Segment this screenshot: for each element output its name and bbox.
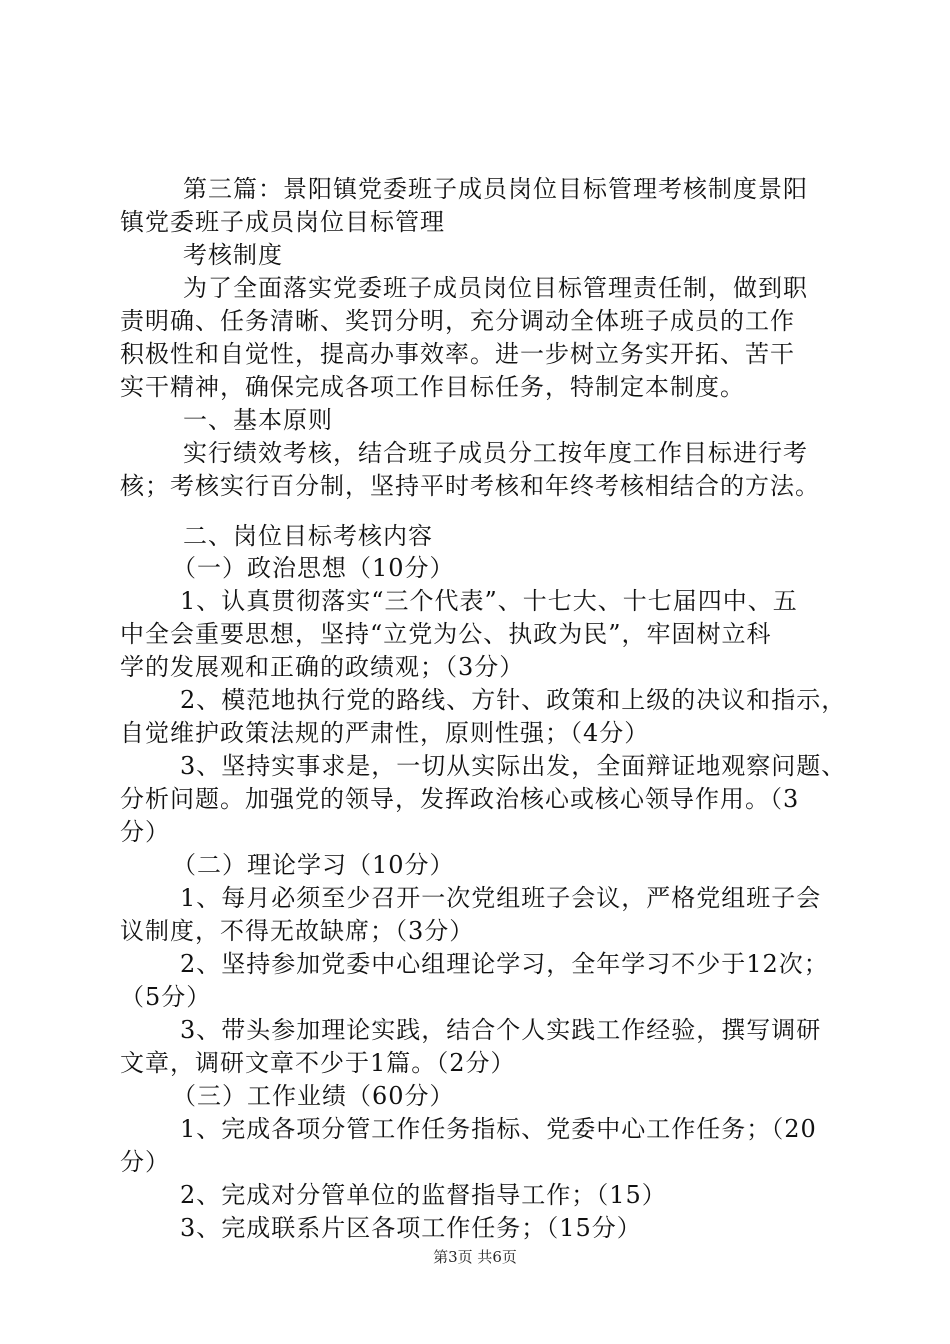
page-number-footer: 第3页 共6页 xyxy=(433,1248,517,1266)
list-item-line: 文章，调研文章不少于1篇。（2分） xyxy=(120,1049,516,1077)
list-item-line: 2、完成对分管单位的监督指导工作；（15） xyxy=(180,1181,667,1209)
list-item-line: 1、认真贯彻落实“三个代表”、十七大、十七届四中、五 xyxy=(180,587,798,615)
list-item-line: （5分） xyxy=(120,983,212,1011)
list-item-line: 分） xyxy=(120,1148,170,1176)
document-title-line-1: 第三篇：景阳镇党委班子成员岗位目标管理考核制度景阳 xyxy=(183,175,808,203)
intro-paragraph-line: 积极性和自觉性，提高办事效率。进一步树立务实开拓、苦干 xyxy=(120,340,795,368)
list-item-line: 分） xyxy=(120,818,170,846)
list-item-line: 自觉维护政策法规的严肃性，原则性强；（4分） xyxy=(120,719,650,747)
list-item-line: 3、带头参加理论实践，结合个人实践工作经验，撰写调研 xyxy=(180,1016,822,1044)
list-item-line: 2、模范地执行党的路线、方针、政策和上级的决议和指示， xyxy=(180,686,847,714)
principles-paragraph-line: 核；考核实行百分制，坚持平时考核和年终考核相结合的方法。 xyxy=(120,472,820,500)
section-heading-assessment-content: 二、岗位目标考核内容 xyxy=(183,522,433,550)
list-item-line: 中全会重要思想，坚持“立党为公、执政为民”，牢固树立科 xyxy=(120,620,772,648)
subsection-heading-political: （一）政治思想（10分） xyxy=(172,554,455,582)
list-item-line: 3、坚持实事求是，一切从实际出发，全面辩证地观察问题、 xyxy=(180,752,847,780)
principles-paragraph-line: 实行绩效考核，结合班子成员分工按年度工作目标进行考 xyxy=(183,439,808,467)
list-item-line: 2、坚持参加党委中心组理论学习，全年学习不少于12次； xyxy=(180,950,829,978)
document-subtitle: 考核制度 xyxy=(183,241,283,269)
section-heading-basic-principles: 一、基本原则 xyxy=(183,406,333,434)
list-item-line: 分析问题。加强党的领导，发挥政治核心或核心领导作用。（3 xyxy=(120,785,800,813)
list-item-line: 1、每月必须至少召开一次党组班子会议，严格党组班子会 xyxy=(180,884,822,912)
list-item-line: 1、完成各项分管工作任务指标、党委中心工作任务；（20 xyxy=(180,1115,817,1143)
intro-paragraph-line: 为了全面落实党委班子成员岗位目标管理责任制，做到职 xyxy=(183,274,808,302)
intro-paragraph-line: 实干精神，确保完成各项工作目标任务，特制定本制度。 xyxy=(120,373,745,401)
list-item-line: 议制度，不得无故缺席；（3分） xyxy=(120,917,475,945)
list-item-line: 学的发展观和正确的政绩观；（3分） xyxy=(120,653,525,681)
list-item-line: 3、完成联系片区各项工作任务；（15分） xyxy=(180,1214,642,1242)
subsection-heading-performance: （三）工作业绩（60分） xyxy=(172,1082,455,1110)
subsection-heading-theory: （二）理论学习（10分） xyxy=(172,851,455,879)
intro-paragraph-line: 责明确、任务清晰、奖罚分明，充分调动全体班子成员的工作 xyxy=(120,307,795,335)
document-title-line-2: 镇党委班子成员岗位目标管理 xyxy=(120,208,445,236)
